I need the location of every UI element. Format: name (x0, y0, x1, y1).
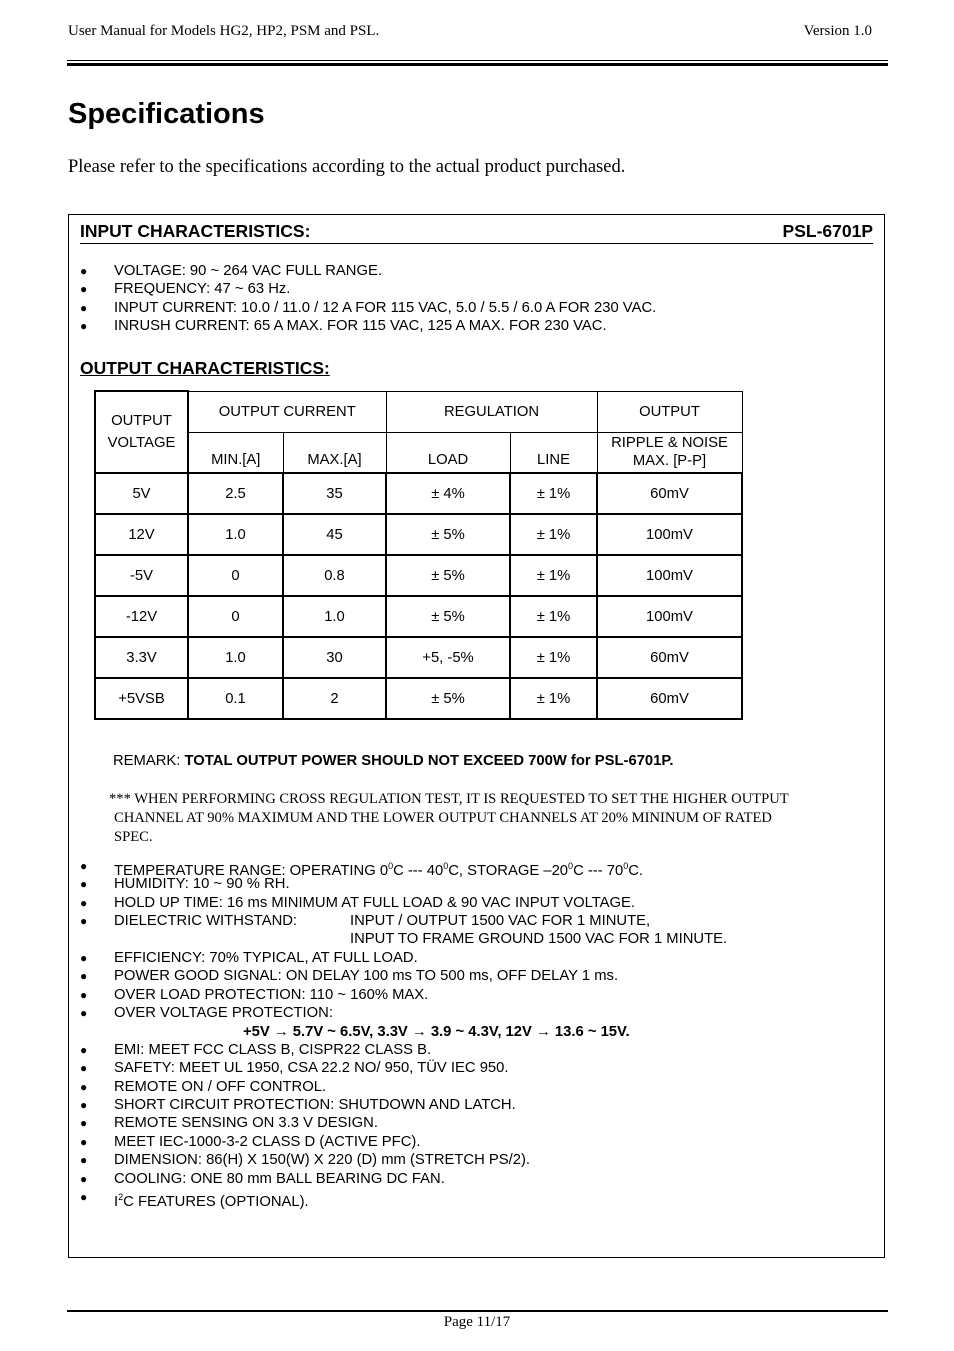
list-item: ● INPUT CURRENT: 10.0 / 11.0 / 12 A FOR 115 VAC, 5.0 / 5.5 / 6.0 A FOR 230 VAC. (80, 299, 657, 316)
input-characteristics-heading: INPUT CHARACTERISTICS: (80, 221, 311, 241)
cell-voltage: 3.3V (95, 637, 188, 678)
cell-ripple: 100mV (597, 514, 742, 555)
list-item-temperature: ● TEMPERATURE RANGE: OPERATING $0^0C$ --- $40^0C$, STORAGE $-20^0C$ --- $70^0C$. (80, 859, 644, 879)
cell-voltage: +5VSB (95, 678, 188, 719)
bullet-icon: ● (80, 300, 88, 315)
output-table (94, 390, 743, 720)
list-item: ● EFFICIENCY: 70% TYPICAL, AT FULL LOAD. (80, 949, 418, 966)
cell-min: 1.0 (188, 637, 283, 678)
list-item: ● REMOTE ON / OFF CONTROL. (80, 1078, 327, 1095)
cell-min: 0.1 (188, 678, 283, 719)
bullet-icon: ● (80, 1190, 88, 1205)
list-item: ● OVER VOLTAGE PROTECTION: (80, 1005, 333, 1022)
list-item-i2c: ● $I^2C$ FEATURES (OPTIONAL). (80, 1190, 309, 1210)
cell-ripple: 60mV (597, 678, 742, 719)
list-item: ● HUMIDITY: 10 ~ 90 % RH. (80, 876, 290, 893)
cell-max: 0.8 (283, 555, 386, 596)
list-item: ● REMOTE SENSING ON 3.3 V DESIGN. (80, 1115, 378, 1132)
cell-ripple: 60mV (597, 637, 742, 678)
bullet-icon: ● (80, 1134, 88, 1149)
header-rule (67, 60, 888, 61)
list-item: ● HOLD UP TIME: 16 ms MINIMUM AT FULL LOAD & 90 VAC INPUT VOLTAGE. (80, 894, 636, 911)
model-number: PSL-6701P (782, 221, 873, 241)
header-output: OUTPUT (597, 391, 742, 432)
header-max: MAX.[A] (283, 432, 386, 473)
cell-ripple: 100mV (597, 596, 742, 637)
bullet-icon: ● (80, 969, 88, 984)
list-item: ● FREQUENCY: 47 ~ 63 Hz. (80, 281, 291, 298)
cell-load: ± 5% (386, 514, 510, 555)
bullet-icon: ● (80, 859, 88, 873)
intro-text: Please refer to the specifications according to the actual product purchased. (68, 157, 626, 177)
list-item: ● VOLTAGE: 90 ~ 264 VAC FULL RANGE. (80, 263, 382, 279)
output-characteristics-heading: OUTPUT CHARACTERISTICS: (80, 358, 330, 378)
dielectric-line-2: INPUT TO FRAME GROUND 1500 VAC FOR 1 MINUTE. (350, 931, 728, 947)
header-rule-thick (67, 63, 888, 66)
input-list (80, 262, 656, 336)
running-header-version: Version 1.0 (803, 23, 872, 39)
note-line: *** WHEN PERFORMING CROSS REGULATION TEST, IT IS REQUESTED TO SET THE HIGHER OUTPUT (109, 791, 789, 807)
remark-label: REMARK: (113, 753, 185, 769)
header-regulation: REGULATION (386, 391, 597, 432)
bullet-icon: ● (80, 895, 88, 910)
list-item: ● DIMENSION: 86(H) X 150(W) X 220 (D) mm (STRETCH PS/2). (80, 1152, 531, 1169)
page-title: Specifications (68, 98, 265, 130)
note-line: CHANNEL AT 90% MAXIMUM AND THE LOWER OUTPUT CHANNELS AT 20% MININUM OF RATED (114, 810, 772, 826)
cell-load: +5, -5% (386, 637, 510, 678)
cell-max: 45 (283, 514, 386, 555)
bullet-icon: ● (80, 264, 88, 278)
cross-regulation-note (109, 790, 869, 847)
bullet-icon: ● (80, 1042, 88, 1057)
table-row (95, 473, 742, 514)
cell-line: ± 1% (510, 678, 597, 719)
list-item: ● EMI: MEET FCC CLASS B, CISPR22 CLASS B. (80, 1041, 432, 1058)
over-voltage-detail: +5V → 5.7V ~ 6.5V, 3.3V → 3.9 ~ 4.3V, 12V → 13.6 ~ 15V. (243, 1024, 630, 1040)
cell-voltage: 12V (95, 514, 188, 555)
list-item: ● SAFETY: MEET UL 1950, CSA 22.2 NO/ 950, TÜV IEC 950. (80, 1060, 509, 1077)
cell-min: 0 (188, 596, 283, 637)
cell-load: ± 5% (386, 678, 510, 719)
bullet-icon: ● (80, 1098, 88, 1113)
bullet-icon: ● (80, 1079, 88, 1094)
bullet-icon: ● (80, 1006, 88, 1021)
cell-min: 2.5 (188, 473, 283, 514)
page-number: Page 11/17 (443, 1314, 511, 1330)
table-row (95, 596, 742, 637)
cell-load: ± 5% (386, 555, 510, 596)
input-heading-row (80, 221, 873, 244)
bullet-icon: ● (80, 950, 88, 965)
bullet-icon: ● (80, 1153, 88, 1168)
table-row (95, 678, 742, 719)
header-output-voltage: OUTPUT VOLTAGE (95, 391, 188, 473)
table-row (95, 514, 742, 555)
cell-voltage: -12V (95, 596, 188, 637)
header-load: LOAD (386, 432, 510, 473)
remark-text: TOTAL OUTPUT POWER SHOULD NOT EXCEED 700W for PSL-6701P. (184, 753, 674, 769)
bullet-icon: ● (80, 877, 88, 892)
bullet-icon: ● (80, 987, 88, 1002)
cell-min: 1.0 (188, 514, 283, 555)
bullet-icon: ● (80, 1061, 88, 1076)
list-item: ● MEET IEC-1000-3-2 CLASS D (ACTIVE PFC). (80, 1133, 421, 1150)
header-min: MIN.[A] (188, 432, 283, 473)
cell-ripple: 60mV (597, 473, 742, 514)
list-item: ● POWER GOOD SIGNAL: ON DELAY 100 ms TO 500 ms, OFF DELAY 1 ms. (80, 968, 619, 985)
cell-load: ± 5% (386, 596, 510, 637)
cell-voltage: 5V (95, 473, 188, 514)
header-line: LINE (510, 432, 597, 473)
cell-max: 1.0 (283, 596, 386, 637)
bullet-icon: ● (80, 319, 88, 334)
running-header-title: User Manual for Models HG2, HP2, PSM and PSL. (68, 23, 380, 39)
bullet-icon: ● (80, 914, 88, 929)
footer-rule (67, 1310, 888, 1312)
header-output-current: OUTPUT CURRENT (188, 391, 386, 432)
cell-line: ± 1% (510, 555, 597, 596)
list-item: ● COOLING: ONE 80 mm BALL BEARING DC FAN. (80, 1170, 445, 1187)
bullet-icon: ● (80, 1116, 88, 1131)
cell-max: 30 (283, 637, 386, 678)
bullet-icon: ● (80, 282, 88, 297)
list-item: ● OVER LOAD PROTECTION: 110 ~ 160% MAX. (80, 986, 429, 1003)
table-row (95, 555, 742, 596)
remark (113, 753, 673, 769)
cell-line: ± 1% (510, 514, 597, 555)
list-item-dielectric: ● DIELECTRIC WITHSTAND: INPUT / OUTPUT 1500 VAC FOR 1 MINUTE, (80, 913, 651, 930)
cell-line: ± 1% (510, 596, 597, 637)
table-row (95, 637, 742, 678)
header-ripple: RIPPLE & NOISE MAX. [P-P] (597, 432, 742, 473)
bullet-icon: ● (80, 1171, 88, 1186)
cell-ripple: 100mV (597, 555, 742, 596)
list-item: ● SHORT CIRCUIT PROTECTION: SHUTDOWN AND LATCH. (80, 1097, 516, 1114)
cell-voltage: -5V (95, 555, 188, 596)
cell-max: 2 (283, 678, 386, 719)
note-line: SPEC. (114, 829, 153, 845)
cell-load: ± 4% (386, 473, 510, 514)
cell-min: 0 (188, 555, 283, 596)
cell-line: ± 1% (510, 637, 597, 678)
cell-line: ± 1% (510, 473, 597, 514)
list-item: ● INRUSH CURRENT: 65 A MAX. FOR 115 VAC, 125 A MAX. FOR 230 VAC. (80, 318, 607, 335)
cell-max: 35 (283, 473, 386, 514)
